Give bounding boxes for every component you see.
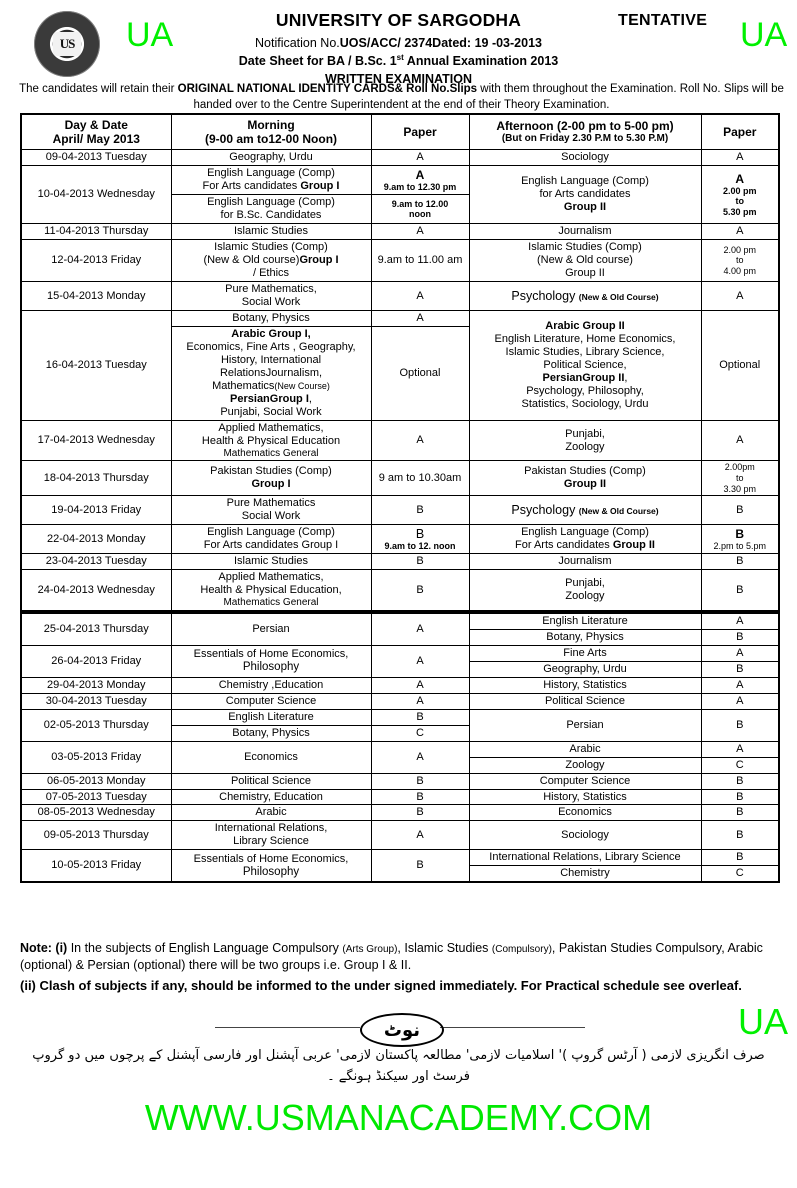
table-row [21, 773, 779, 789]
cell-paper-morning: B [371, 805, 469, 821]
cell-date: 26-04-2013 Friday [21, 645, 171, 677]
afternoon-l4: Political Science, [543, 358, 627, 371]
cell-afternoon [469, 310, 701, 420]
cell-paper-morning-2: C [371, 725, 469, 741]
notification-number: UOS/ACC/ 2374 [339, 35, 433, 50]
morning-b-l1: English Language (Comp) [207, 196, 335, 209]
col-header-morning-l1: Morning [247, 118, 295, 132]
cell-paper-morning: A [371, 420, 469, 461]
cell-date: 25-04-2013 Thursday [21, 612, 171, 645]
cell-paper-morning-b [371, 195, 469, 224]
cell-afternoon: Sociology [469, 821, 701, 850]
col-header-day-date-l2: April/ May 2013 [52, 132, 140, 147]
cell-date: 19-04-2013 Friday [21, 496, 171, 525]
cell-paper-afternoon: B [701, 773, 779, 789]
cell-morning: Persian [171, 612, 371, 645]
morning-b-l5: Mathematics [212, 379, 275, 392]
dated-value: 19 -03-2013 [474, 35, 542, 50]
cell-morning: Political Science [171, 773, 371, 789]
cell-date: 10-05-2013 Friday [21, 850, 171, 882]
cell-date: 23-04-2013 Tuesday [21, 554, 171, 570]
cell-morning: Economics [171, 741, 371, 773]
cell-paper-afternoon: A [701, 282, 779, 311]
note-i-text-1: In the subjects of English Language Compulsory [67, 941, 343, 955]
afternoon-l1: Punjabi, [565, 427, 605, 440]
morning-a-l2: For Arts candidates [202, 180, 301, 193]
cell-morning [171, 570, 371, 612]
cell-paper-morning: A [371, 693, 469, 709]
morning-group: Group I [299, 254, 339, 267]
paper-a-time: 2.pm to 5.pm [713, 540, 767, 551]
paper-m-b-time-l1: 9.am to 12.00 [391, 198, 449, 209]
cell-afternoon [469, 496, 701, 525]
cell-morning [171, 645, 371, 677]
afternoon-l2: For Arts candidates [515, 539, 613, 552]
cell-date: 09-04-2013 Tuesday [21, 150, 171, 166]
morning-l2: Social Work [241, 510, 301, 523]
col-header-afternoon-l2: (But on Friday 2.30 P.M to 5.30 P.M) [501, 133, 669, 145]
morning-l1: Essentials of Home Economics, [193, 852, 349, 865]
col-header-afternoon [469, 114, 701, 150]
note-i [20, 940, 781, 974]
table-row [21, 693, 779, 709]
cell-paper-afternoon: A [701, 150, 779, 166]
afternoon-l2: for Arts candidates [539, 188, 631, 201]
cell-morning-b [171, 195, 371, 224]
col-header-morning [171, 114, 371, 150]
date-sheet-table-wrapper [20, 113, 778, 883]
cell-paper-morning: A [371, 645, 469, 677]
cell-morning-top: Botany, Physics [171, 310, 371, 326]
header-center-block [0, 10, 797, 89]
cell-paper-afternoon-2: C [701, 866, 779, 882]
cell-morning [171, 282, 371, 311]
table-row [21, 741, 779, 757]
afternoon-group: Group II [565, 267, 605, 280]
cell-morning-1: English Literature [171, 709, 371, 725]
morning-l2: Health & Physical Education [201, 434, 341, 447]
cell-morning [171, 496, 371, 525]
cell-date: 30-04-2013 Tuesday [21, 693, 171, 709]
afternoon-l1: English Language (Comp) [521, 175, 649, 188]
cell-date: 09-05-2013 Thursday [21, 821, 171, 850]
table-row [21, 554, 779, 570]
col-header-day-date-l1: Day & Date [64, 118, 128, 132]
cell-paper-afternoon [701, 166, 779, 224]
afternoon-group: Group II [612, 539, 655, 552]
table-row [21, 570, 779, 612]
morning-l1: Islamic Studies (Comp) [214, 241, 328, 254]
noot-line-right [440, 1027, 585, 1028]
cell-paper-morning: B [371, 496, 469, 525]
cell-paper-morning-a [371, 166, 469, 195]
cell-paper-morning: A [371, 282, 469, 311]
watermark-ua-left: UA [126, 16, 174, 54]
cell-afternoon: Economics [469, 805, 701, 821]
cell-morning: Islamic Studies [171, 554, 371, 570]
cell-afternoon [469, 166, 701, 224]
cell-morning: Islamic Studies [171, 224, 371, 240]
cell-paper-afternoon [701, 461, 779, 496]
table-row [21, 805, 779, 821]
cell-morning [171, 461, 371, 496]
paper-a-time-sep: to [735, 196, 744, 207]
cell-afternoon-2: Geography, Urdu [469, 661, 701, 677]
morning-l2: (New & Old course) [203, 254, 300, 267]
col-header-paper-afternoon [701, 114, 779, 150]
morning-l3: Mathematics General [223, 597, 319, 609]
afternoon-note: (New & Old Course) [578, 505, 659, 516]
datesheet-line [0, 52, 797, 70]
cell-morning [171, 240, 371, 282]
cell-date: 08-05-2013 Wednesday [21, 805, 171, 821]
cell-paper-afternoon-1: A [701, 645, 779, 661]
paper-a-letter: A [735, 171, 745, 186]
cell-paper-afternoon: A [701, 224, 779, 240]
cell-morning-bottom [171, 326, 371, 420]
morning-l3: / Ethics [252, 267, 290, 280]
cell-morning: Computer Science [171, 693, 371, 709]
cell-paper-afternoon: B [701, 496, 779, 525]
cell-afternoon: Persian [469, 709, 701, 741]
cell-afternoon-2: Zoology [469, 757, 701, 773]
morning-l3: Mathematics General [223, 447, 319, 459]
noot-oval-label: نوٹ [360, 1013, 444, 1047]
table-row [21, 709, 779, 725]
morning-l2: Philosophy [242, 660, 300, 673]
cell-paper-morning: A [371, 741, 469, 773]
morning-b-l6-comma: , [308, 392, 312, 405]
cell-morning: Arabic [171, 805, 371, 821]
cell-afternoon: Political Science [469, 693, 701, 709]
cell-paper-afternoon-1: A [701, 741, 779, 757]
cell-morning [171, 850, 371, 882]
page-title: UNIVERSITY OF SARGODHA [275, 10, 522, 30]
instruction-text-2: with them throughout the Examination. Roll No. Slips will be handed over to the Centre Superintendent at the end of their Theory Examination. [193, 83, 784, 111]
cell-afternoon-1: Fine Arts [469, 645, 701, 661]
afternoon-l3: Islamic Studies, Library Science, [505, 345, 665, 358]
table-row [21, 420, 779, 461]
cell-paper-afternoon: B [701, 789, 779, 805]
cell-paper-morning: A [371, 612, 469, 645]
morning-l2: Philosophy [242, 865, 300, 878]
written-examination-label: WRITTEN EXAMINATION [325, 72, 472, 87]
table-row [21, 525, 779, 554]
cell-paper-morning: 9 am to 10.30am [371, 461, 469, 496]
table-row [21, 677, 779, 693]
paper-m-time: 9.am to 12. noon [384, 541, 456, 552]
note-i-label: Note: (i) [20, 941, 68, 955]
morning-l1: International Relations, [214, 822, 328, 835]
cell-morning: Chemistry, Education [171, 789, 371, 805]
paper-a-to: 3.30 pm [723, 483, 757, 494]
candidate-instructions [18, 82, 785, 114]
cell-morning: Chemistry ,Education [171, 677, 371, 693]
note-i-small-1: (Arts Group) [342, 944, 398, 955]
cell-date: 29-04-2013 Monday [21, 677, 171, 693]
afternoon-note: (New & Old Course) [578, 291, 659, 302]
cell-paper-morning-1: B [371, 709, 469, 725]
logo-monogram: US [53, 32, 81, 56]
cell-afternoon: Journalism [469, 554, 701, 570]
cell-paper-afternoon: A [701, 693, 779, 709]
morning-l2: For Arts candidates Group I [203, 539, 339, 552]
datesheet-suffix: Annual Examination 2013 [403, 54, 559, 69]
table-row [21, 645, 779, 661]
cell-afternoon-2: Botany, Physics [469, 629, 701, 645]
morning-l1: Pure Mathematics [226, 497, 316, 510]
col-header-paper-morning-l1: Paper [403, 125, 437, 140]
cell-paper-morning: B [371, 570, 469, 612]
paper-a-time-to: 5.30 pm [722, 207, 757, 218]
cell-afternoon: History, Statistics [469, 789, 701, 805]
cell-afternoon: Sociology [469, 150, 701, 166]
instruction-text-bold: ORIGINAL NATIONAL IDENTITY CARDS& Roll No.Slips [177, 83, 478, 95]
cell-paper-morning: A [371, 821, 469, 850]
cell-paper-morning: A [371, 677, 469, 693]
morning-l1: Applied Mathematics, [218, 571, 324, 584]
afternoon-l1: Pakistan Studies (Comp) [524, 465, 646, 478]
cell-afternoon [469, 525, 701, 554]
table-row [21, 821, 779, 850]
col-header-morning-l2: (9-00 am to12-00 Noon) [204, 132, 338, 147]
afternoon-l2: (New & Old course) [537, 254, 633, 267]
cell-paper-morning: A [371, 224, 469, 240]
table-row [21, 612, 779, 629]
note-i-text-2: , Islamic Studies [397, 941, 492, 955]
table-row [21, 224, 779, 240]
col-header-day-date [21, 114, 171, 150]
cell-paper-morning: A [371, 150, 469, 166]
afternoon-l1: English Language (Comp) [521, 526, 649, 539]
tentative-label: TENTATIVE [618, 12, 708, 29]
paper-m-b-time-l2: noon [409, 209, 431, 220]
cell-date: 12-04-2013 Friday [21, 240, 171, 282]
afternoon-group: Group II [563, 478, 607, 491]
cell-paper-morning [371, 525, 469, 554]
date-sheet-table [20, 113, 780, 883]
morning-l2: Social Work [241, 296, 301, 308]
cell-afternoon-1: English Literature [469, 612, 701, 629]
cell-afternoon: History, Statistics [469, 677, 701, 693]
cell-paper-morning: B [371, 773, 469, 789]
table-row [21, 310, 779, 326]
notes-section [20, 940, 781, 994]
cell-date: 10-04-2013 Wednesday [21, 166, 171, 224]
afternoon-subject: Psychology [511, 288, 579, 303]
cell-date: 15-04-2013 Monday [21, 282, 171, 311]
cell-date: 03-05-2013 Friday [21, 741, 171, 773]
afternoon-l2: Zoology [565, 589, 605, 602]
cell-paper-afternoon: A [701, 420, 779, 461]
table-row [21, 461, 779, 496]
morning-l1: Applied Mathematics, [218, 421, 324, 434]
cell-paper-morning: B [371, 554, 469, 570]
cell-afternoon [469, 570, 701, 612]
morning-persian-group: PersianGroup I [230, 392, 309, 405]
cell-paper-morning-bottom: Optional [371, 326, 469, 420]
afternoon-l1: Islamic Studies (Comp) [528, 241, 642, 254]
cell-morning [171, 420, 371, 461]
morning-b-l5-note: (New Course) [274, 380, 330, 391]
afternoon-l2: Zoology [565, 440, 605, 453]
cell-morning [171, 525, 371, 554]
cell-paper-afternoon: B [701, 821, 779, 850]
cell-morning-a [171, 166, 371, 195]
watermark-ua-right: UA [740, 16, 788, 54]
cell-morning: Geography, Urdu [171, 150, 371, 166]
table-row [21, 789, 779, 805]
cell-paper-morning: 9.am to 11.00 am [371, 240, 469, 282]
morning-l1: Essentials of Home Economics, [193, 648, 349, 660]
cell-date: 18-04-2013 Thursday [21, 461, 171, 496]
col-header-paper-morning [371, 114, 469, 150]
morning-a-l1: English Language (Comp) [207, 167, 335, 180]
table-row [21, 166, 779, 195]
cell-date: 06-05-2013 Monday [21, 773, 171, 789]
table-row [21, 850, 779, 866]
cell-paper-afternoon: B [701, 709, 779, 741]
table-header-row [21, 114, 779, 150]
afternoon-subject: Psychology [511, 502, 579, 517]
cell-afternoon-1: International Relations, Library Science [469, 850, 701, 866]
cell-afternoon-1: Arabic [469, 741, 701, 757]
noot-line-left [215, 1027, 360, 1028]
cell-paper-afternoon-2: B [701, 629, 779, 645]
cell-paper-morning: B [371, 789, 469, 805]
morning-b-l3: History, International [220, 353, 322, 366]
morning-b-l2: for B.Sc. Candidates [220, 209, 322, 222]
note-i-text-3: , Pakistan Studies Compulsory, Arabic (optional) & Persian (optional) there will be two groups i.e. Group I & II. [20, 941, 763, 972]
morning-b-l2: Economics, Fine Arts , Geography, [186, 340, 356, 353]
page-header [0, 0, 797, 112]
table-row [21, 282, 779, 311]
cell-paper-afternoon-2: C [701, 757, 779, 773]
urdu-note-text: صرف انگریزی لازمی ( آرٹس گروپ )' اسلامیات لازمی' مطالعہ پاکستان لازمی' عربی آپشنل اور فارسی آپشنل کے پرچوں میں دو گروپ فرسٹ اور سیکنڈ ہونگے ۔ [32, 1048, 765, 1084]
paper-a-sep: to [735, 473, 744, 484]
afternoon-l2: English Literature, Home Economics, [494, 332, 676, 345]
morning-arabic-group: Arabic Group I, [231, 327, 311, 340]
noot-divider [0, 1010, 797, 1044]
watermark-ua-bottom: UA [738, 1001, 789, 1042]
paper-a-to: 4.00 pm [723, 265, 757, 276]
cell-paper-morning: B [371, 850, 469, 882]
paper-a-from: 2.00 pm [723, 244, 757, 255]
cell-date: 17-04-2013 Wednesday [21, 420, 171, 461]
cell-afternoon: Journalism [469, 224, 701, 240]
morning-l2: Library Science [233, 835, 309, 848]
cell-paper-afternoon-2: B [701, 661, 779, 677]
cell-paper-afternoon [701, 240, 779, 282]
cell-paper-afternoon [701, 525, 779, 554]
col-header-afternoon-l1: Afternoon (2-00 pm to 5-00 pm) [496, 119, 674, 134]
dated-label: Dated: [432, 35, 472, 50]
morning-group: Group I [251, 478, 291, 491]
notification-line [0, 34, 797, 52]
paper-a-sep: to [735, 255, 744, 266]
col-header-paper-afternoon-l1: Paper [723, 125, 757, 140]
paper-a-letter: B [735, 526, 745, 541]
note-i-small-2: (Compulsory) [491, 944, 552, 955]
cell-paper-afternoon-1: A [701, 612, 779, 629]
cell-date: 02-05-2013 Thursday [21, 709, 171, 741]
table-row [21, 496, 779, 525]
cell-date: 16-04-2013 Tuesday [21, 310, 171, 420]
afternoon-l5-comma: , [624, 371, 628, 384]
paper-a-from: 2.00pm [724, 462, 755, 473]
notification-label: Notification No. [255, 35, 340, 50]
cell-afternoon [469, 240, 701, 282]
cell-morning [171, 821, 371, 850]
morning-l1: Pure Mathematics, [225, 283, 317, 296]
paper-m-a-letter: A [415, 167, 425, 182]
morning-a-group: Group I [300, 180, 340, 193]
morning-l1: Pakistan Studies (Comp) [210, 465, 332, 478]
cell-afternoon [469, 420, 701, 461]
morning-b-l4: RelationsJournalism, [219, 366, 323, 379]
paper-m-letter: B [415, 526, 425, 541]
cell-date: 22-04-2013 Monday [21, 525, 171, 554]
cell-date: 24-04-2013 Wednesday [21, 570, 171, 612]
morning-b-l7: Punjabi, Social Work [220, 405, 322, 418]
afternoon-l6: Psychology, Philosophy, [526, 384, 644, 397]
afternoon-arabic-group: Arabic Group II [545, 319, 625, 332]
afternoon-l7: Statistics, Sociology, Urdu [521, 397, 649, 410]
cell-afternoon [469, 461, 701, 496]
cell-date: 07-05-2013 Tuesday [21, 789, 171, 805]
cell-paper-afternoon-1: B [701, 850, 779, 866]
cell-afternoon [469, 282, 701, 311]
cell-paper-afternoon: B [701, 570, 779, 612]
cell-paper-afternoon: B [701, 554, 779, 570]
table-row [21, 240, 779, 282]
cell-afternoon: Computer Science [469, 773, 701, 789]
cell-afternoon-2: Chemistry [469, 866, 701, 882]
morning-l2: Health & Physical Education, [200, 584, 342, 597]
paper-a-time-from: 2.00 pm [722, 185, 757, 196]
instruction-text-1: The candidates will retain their [19, 83, 178, 95]
paper-m-a-time: 9.am to 12.30 pm [383, 182, 457, 193]
afternoon-persian-group: PersianGroup II [542, 371, 625, 384]
afternoon-group: Group II [563, 201, 607, 214]
cell-morning-2: Botany, Physics [171, 725, 371, 741]
datesheet-ordinal: st [396, 53, 404, 62]
morning-l1: English Language (Comp) [207, 526, 335, 539]
cell-paper-afternoon: Optional [701, 310, 779, 420]
datesheet-prefix: Date Sheet for BA / B.Sc. 1 [238, 54, 397, 69]
note-ii: (ii) Clash of subjects if any, should be informed to the under signed immediately. For Practical schedule see overleaf. [20, 977, 742, 993]
afternoon-l1: Punjabi, [565, 577, 605, 590]
cell-date: 11-04-2013 Thursday [21, 224, 171, 240]
site-watermark: WWW.USMANACADEMY.COM [144, 1097, 653, 1138]
table-row [21, 150, 779, 166]
cell-paper-morning-top: A [371, 310, 469, 326]
cell-paper-afternoon: B [701, 805, 779, 821]
cell-paper-afternoon: A [701, 677, 779, 693]
